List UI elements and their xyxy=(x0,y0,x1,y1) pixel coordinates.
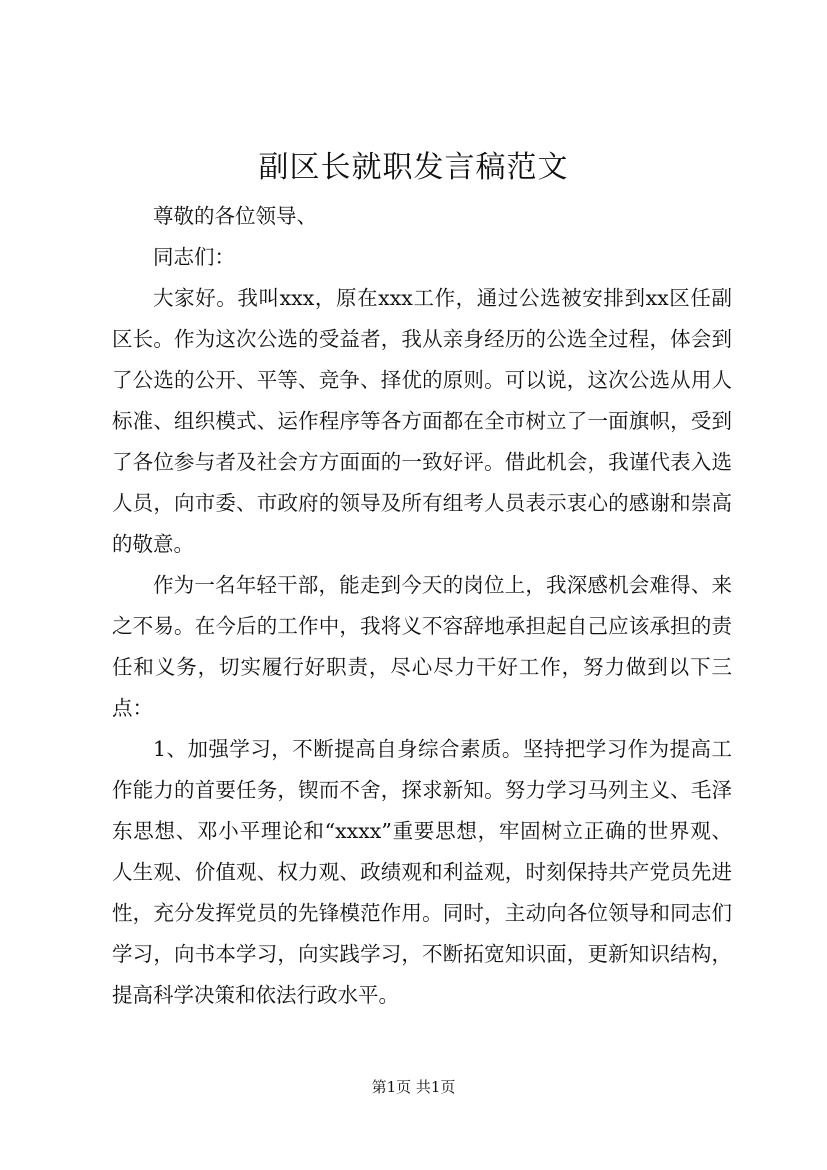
body-paragraph-commitment: 作为一名年轻干部，能走到今天的岗位上，我深感机会难得、来之不易。在今后的工作中，我将义不容辞地承担起自己应该承担的责任和义务，切实履行好职责，尽心尽力干好工作，努力做到以下三点： xyxy=(112,573,732,720)
body-paragraph-point-1: 1、加强学习，不断提高自身综合素质。坚持把学习作为提高工作能力的首要任务，锲而不舍，探求新知。努力学习马列主义、毛泽东思想、邓小平理论和“xxxx”重要思想，牢固树立正确的世界观、人生观、价值观、权力观、政绩观和利益观，时刻保持共产党员先进性，充分发挥党员的先锋模范作用。同时，主动向各位领导和同志们学习，向书本学习，向实践学习，不断拓宽知识面，更新知识结构，提高科学决策和依法行政水平。 xyxy=(112,737,732,1007)
document-body xyxy=(112,196,732,1016)
salutation-line-2: 同志们： xyxy=(153,245,235,269)
body-paragraph-greeting: 大家好。我叫xxx，原在xxx工作，通过公选被安排到xx区任副区长。作为这次公选的受益者，我从亲身经历的公选全过程，体会到了公选的公开、平等、竞争、择优的原则。可以说，这次公选从用人标准、组织模式、运作程序等各方面都在全市树立了一面旗帜，受到了各位参与者及社会方方面面的一致好评。借此机会，我谨代表入选人员，向市委、市政府的领导及所有组考人员表示衷心的感谢和崇高的敬意。 xyxy=(112,286,732,556)
page-footer: 第1页 共1页 xyxy=(371,1078,456,1096)
salutation-line-1: 尊敬的各位领导、 xyxy=(153,204,317,228)
document-title: 副区长就职发言稿范文 xyxy=(258,150,569,185)
